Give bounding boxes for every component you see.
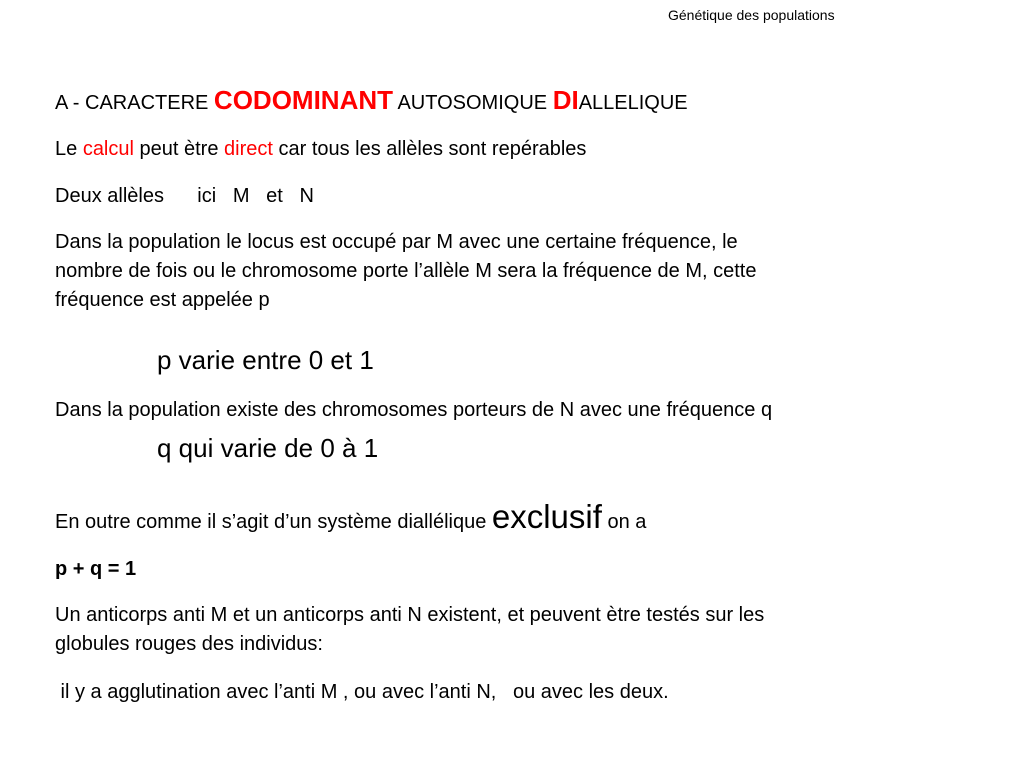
direct-word: direct [224,138,273,160]
anticorps-para-line-2: globules rouges des individus: [55,633,323,655]
p-range: p varie entre 0 et 1 [157,345,374,375]
exclusif-word: exclusif [491,498,602,535]
heading-prefix: A - CARACTERE [55,92,214,114]
exclusif-line [55,497,646,542]
slide-header: Génétique des populations [668,7,835,23]
exclusif-t1: En outre comme il s’agit d’un système diallélique [55,511,492,533]
calc-word: calcul [82,138,134,160]
anticorps-para-line-1: Un anticorps anti M et un anticorps anti N existent, et peuvent ètre testés sur les [55,604,765,626]
heading-di: DI [552,85,579,115]
locus-para-line-1: Dans la population le locus est occupé par M avec une certaine fréquence, le [55,231,738,253]
n-frequency-line: Dans la population existe des chromosomes porteurs de N avec une fréquence q [55,399,773,421]
q-range: q qui varie de 0 à 1 [157,433,379,463]
equation: p + q = 1 [55,558,137,580]
locus-para-line-3: fréquence est appelée p [55,289,270,311]
heading-middle: AUTOSOMIQUE [393,92,553,114]
locus-para-line-2: nombre de fois ou le chromosome porte l’allèle M sera la fréquence de M, cette [55,260,757,282]
calc-t1: Le [55,138,83,160]
calc-t3: car tous les allèles sont repérables [272,138,587,160]
heading-suffix: ALLELIQUE [578,92,688,114]
heading-codominant: CODOMINANT [213,85,394,115]
section-heading [55,86,688,118]
alleles-line: Deux allèles ici M et N [55,185,314,207]
agglutination-line: il y a agglutination avec l’anti M , ou avec l’anti N, ou avec les deux. [55,681,669,703]
calc-t2: peut ètre [133,138,225,160]
calc-line [55,135,586,164]
exclusif-t2: on a [601,511,647,533]
